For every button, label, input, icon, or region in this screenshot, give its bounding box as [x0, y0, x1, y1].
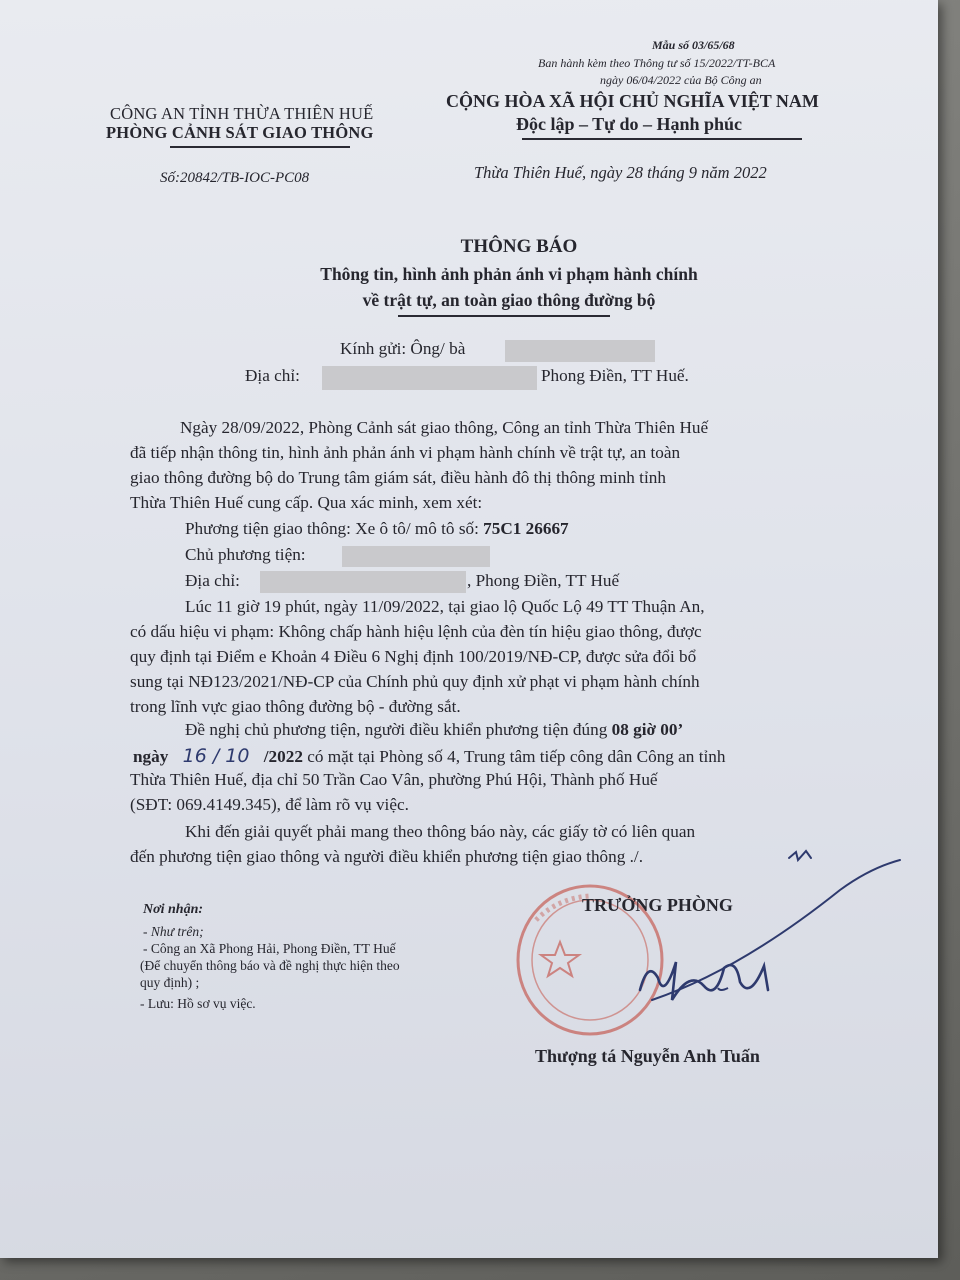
subtitle-underline: [398, 315, 610, 317]
redacted-recipient-address: [322, 366, 537, 390]
org-line2: PHÒNG CẢNH SÁT GIAO THÔNG: [106, 123, 374, 142]
pen-mark-icon: [786, 846, 816, 866]
paragraph3-line1-text: Đề nghị chủ phương tiện, người điều khiển phương tiện đúng: [185, 720, 608, 739]
vehicle-plate: 75C1 26667: [483, 519, 569, 538]
handwritten-date: 16 / 10: [182, 745, 250, 767]
recipient-address-label: Địa chỉ:: [245, 366, 300, 385]
document-number: Số:20842/TB-IOC-PC08: [160, 170, 310, 186]
owner-address-suffix: , Phong Điền, TT Huế: [467, 571, 620, 590]
place-date: Thừa Thiên Huế, ngày 28 tháng 9 năm 2022: [474, 163, 767, 182]
paragraph1-line4: Thừa Thiên Huế cung cấp. Qua xác minh, xem xét:: [130, 493, 483, 512]
owner-address-label: Địa chỉ:: [185, 571, 240, 590]
paragraph2-line4: sung tại NĐ123/2021/NĐ-CP của Chính phủ quy định xử phạt vi phạm hành chính: [130, 672, 700, 691]
appointment-time: 08 giờ 00’: [611, 720, 684, 739]
nation-title: CỘNG HÒA XÃ HỘI CHỦ NGHĨA VIỆT NAM: [446, 91, 819, 111]
handwritten-signature-icon: [600, 850, 940, 1050]
nation-motto: Độc lập – Tự do – Hạnh phúc: [516, 114, 743, 134]
notice-title-text: THÔNG BÁO: [460, 236, 578, 257]
paragraph1-line2: đã tiếp nhận thông tin, hình ảnh phản ánh vi phạm hành chính về trật tự, an toàn: [130, 443, 681, 462]
recipients-line4: quy định) ;: [140, 975, 200, 990]
redacted-owner-address: [260, 571, 466, 593]
recipients-line5: - Lưu: Hồ sơ vụ việc.: [140, 996, 256, 1011]
org-underline: [170, 146, 350, 148]
form-issued-line1: Ban hành kèm theo Thông tư số 15/2022/TT-BCA: [538, 56, 776, 70]
redacted-recipient-name: [505, 340, 655, 362]
paragraph3-line4: (SĐT: 069.4149.345), để làm rõ vụ việc.: [130, 795, 409, 814]
owner-label: Chủ phương tiện:: [185, 545, 306, 564]
redacted-owner-name: [342, 546, 490, 567]
paragraph1-line1: Ngày 28/09/2022, Phòng Cảnh sát giao thông, Công an tỉnh Thừa Thiên Huế: [180, 418, 709, 437]
form-number: Mẫu số 03/65/68: [652, 38, 735, 52]
notice-title: [0, 236, 960, 258]
paragraph2-line1: Lúc 11 giờ 19 phút, ngày 11/09/2022, tại giao lộ Quốc Lộ 49 TT Thuận An,: [185, 597, 705, 616]
paragraph3-line2-rest: có mặt tại Phòng số 4, Trung tâm tiếp công dân Công an tỉnh: [307, 747, 726, 766]
recipient-greeting: Kính gửi: Ông/ bà: [340, 339, 466, 358]
paragraph4-line2: đến phương tiện giao thông và người điều khiển phương tiện giao thông ./.: [130, 847, 643, 866]
vehicle-label: [185, 519, 569, 539]
form-issued-line2: ngày 06/04/2022 của Bộ Công an: [600, 73, 762, 87]
signer-name: Thượng tá Nguyễn Anh Tuấn: [535, 1046, 760, 1066]
recipients-title: Nơi nhận:: [143, 902, 204, 917]
signature-position: TRƯỞNG PHÒNG: [582, 895, 733, 915]
paragraph1-line3: giao thông đường bộ do Trung tâm giám sát, điều hành đô thị thông minh tỉnh: [130, 468, 666, 487]
org-line1: CÔNG AN TỈNH THỪA THIÊN HUẾ: [110, 104, 374, 123]
day-label: ngày: [133, 747, 169, 766]
recipients-line1: - Như trên;: [143, 924, 204, 939]
paragraph2-line5: trong lĩnh vực giao thông đường bộ - đường sắt.: [130, 697, 461, 716]
recipients-line3: (Để chuyển thông báo và đề nghị thực hiện theo: [140, 958, 400, 973]
paragraph2-line3: quy định tại Điểm e Khoản 4 Điều 6 Nghị định 100/2019/NĐ-CP, được sửa đổi bổ: [130, 647, 697, 666]
motto-underline: [522, 138, 802, 140]
recipient-address-suffix: Phong Điền, TT Huế.: [541, 366, 689, 385]
paragraph4-line1: Khi đến giải quyết phải mang theo thông báo này, các giấy tờ có liên quan: [185, 822, 696, 841]
paragraph3-line2: [133, 745, 725, 767]
paragraph3-line3: Thừa Thiên Huế, địa chỉ 50 Trần Cao Vân, phường Phú Hội, Thành phố Huế: [130, 770, 658, 789]
appointment-year: /2022: [263, 747, 303, 766]
paragraph2-line2: có dấu hiệu vi phạm: Không chấp hành hiệu lệnh của đèn tín hiệu giao thông, được: [130, 622, 702, 641]
vehicle-label-text: Phương tiện giao thông: Xe ô tô/ mô tô số:: [185, 519, 479, 538]
notice-subtitle-1: Thông tin, hình ảnh phản ánh vi phạm hành chính: [320, 264, 698, 284]
notice-subtitle-2: về trật tự, an toàn giao thông đường bộ: [362, 290, 656, 310]
paragraph3-line1: [185, 720, 683, 740]
recipients-line2: - Công an Xã Phong Hải, Phong Điền, TT Huế: [143, 941, 396, 956]
